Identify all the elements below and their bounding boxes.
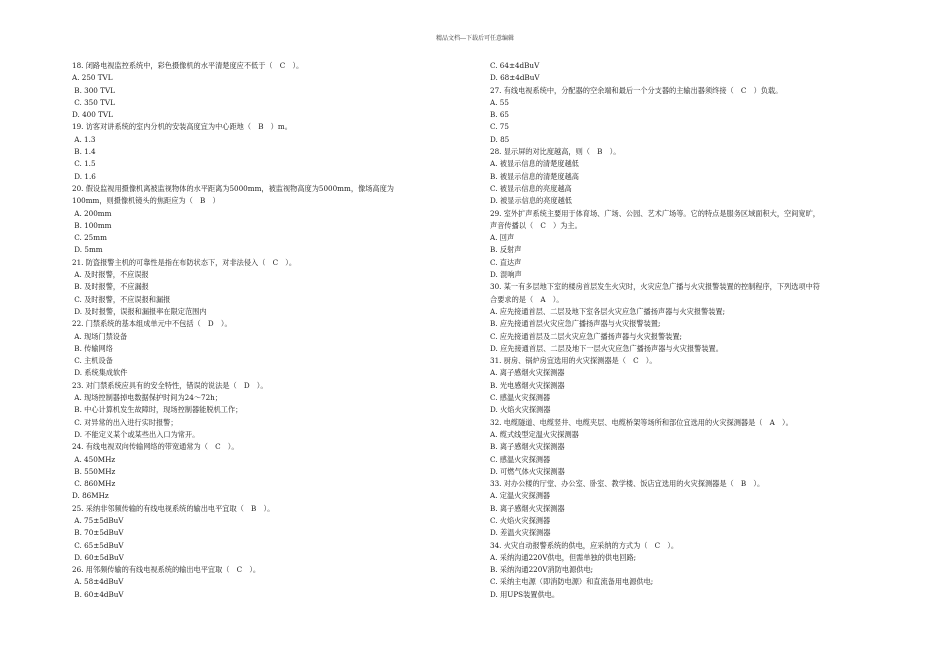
answer-option: A. 现场控制器掉电数据保护时间为24～72h； [72, 393, 222, 403]
answer-option: A. 55 [490, 97, 509, 107]
answer-option: D. 用UPS装置供电。 [490, 589, 560, 599]
answer-option: A. 200mm [72, 208, 112, 218]
answer-option: B. 60±4dBuV [72, 589, 124, 599]
answer-option: B. 反射声 [490, 245, 522, 255]
answer-option: B. 光电感烟火灾探测器 [490, 380, 565, 390]
answer-option: A. 被显示信息的清楚度越低 [490, 159, 579, 169]
question-text: 20. 假设监视用摄像机离被监视物体的水平距离为5000mm，被监视物高度为5000mm，像场高度为 [72, 183, 394, 193]
answer-option: D. 5mm [72, 245, 103, 255]
question-text: 27. 有线电视系统中，分配器的空余端和最后一个分支器的主输出器须终接（ C ）负载。 [490, 85, 783, 95]
right-column [490, 60, 880, 601]
question-text: 23. 对门禁系统应具有的安全特性，错误的说法是（ D ）。 [72, 380, 268, 390]
answer-option: A. 450MHz [72, 454, 116, 464]
answer-option: B. 被显示信息的清楚度越高 [490, 171, 579, 181]
answer-option: B. 70±5dBuV [72, 528, 124, 538]
page-header: 精品文档---下载后可任意编辑 [435, 35, 515, 42]
question-text: 26. 用邻频传输的有线电视系统的输出电平宜取（ C ）。 [72, 565, 261, 575]
question-text: 31. 厨房、锅炉房宜选用的火灾探测器是（ C ）。 [490, 356, 657, 366]
answer-option: A. 1.3 [72, 134, 96, 144]
left-column [72, 60, 452, 601]
answer-option: D. 可燃气体火灾探测器 [490, 466, 565, 476]
question-text: 34. 火灾自动报警系统的供电，应采纳的方式为（ C ）。 [490, 540, 679, 550]
answer-option: A. 回声 [490, 233, 515, 243]
answer-option: 合要求的是（ A ）。 [490, 294, 564, 304]
answer-option: 声音传播以（ C ）为主。 [490, 220, 582, 230]
answer-option: C. 被显示信息的亮度越高 [490, 183, 572, 193]
answer-option: A. 58±4dBuV [72, 577, 124, 587]
answer-option: B. 65 [490, 110, 509, 120]
answer-option: D. 60±5dBuV [72, 552, 124, 562]
answer-option: A. 250 TVL [72, 73, 113, 83]
answer-option: D. 不能定义某个或某些出入口为常开。 [72, 429, 200, 439]
answer-option: A. 现场门禁设备 [72, 331, 128, 341]
answer-option: C. 对异常的出入进行实时报警； [72, 417, 178, 427]
answer-option: D. 85 [490, 134, 510, 144]
answer-option: B. 离子感烟火灾探测器 [490, 442, 565, 452]
answer-option: B. 550MHz [72, 466, 116, 476]
answer-option: A. 采纳沟通220V供电，但需单独的供电回路; [490, 552, 637, 562]
answer-option: B. 采纳沟通220V消防电源供电; [490, 565, 594, 575]
answer-option: C. 直达声 [490, 257, 522, 267]
question-text: 24. 有线电视双向传输网络的带宽通常为（ C ）。 [72, 442, 239, 452]
answer-option: C. 1.5 [72, 159, 96, 169]
answer-option: B. 300 TVL [72, 85, 115, 95]
answer-option: A. 离子感烟火灾探测器 [490, 368, 565, 378]
answer-option: C. 采纳主电源（即消防电源）和直流备用电源供电; [490, 577, 654, 587]
answer-option: B. 应先接通首层火灾应急广播扬声器与火灾报警装置; [490, 319, 661, 329]
question-text: 19. 访客对讲系统的室内分机的安装高度宜为中心距地（ B ）m。 [72, 122, 292, 132]
answer-option: C. 主机设备 [72, 356, 113, 366]
answer-option: C. 应先接通首层及二层火灾应急广播扬声器与火灾报警装置; [490, 331, 682, 341]
answer-option: B. 中心计算机发生故障时，现场控制器能脱机工作； [72, 405, 243, 415]
answer-option: A. 应先接通首层、二层及地下室各层火灾应急广播扬声器与火灾报警装置; [490, 306, 725, 316]
question-text: 29. 室外扩声系统主要用于体育场、广场、公园、艺术广场等。它的特点是服务区域面积大，空间宽旷， [490, 208, 820, 218]
answer-option: C. 感温火灾探测器 [490, 454, 551, 464]
answer-option: C. 860MHz [72, 479, 116, 489]
answer-option: B. 100mm [72, 220, 112, 230]
answer-option: A. 缆式线型定温火灾探测器 [490, 429, 579, 439]
answer-option: D. 1.6 [72, 171, 96, 181]
answer-option: D. 系统集成软件 [72, 368, 128, 378]
answer-option: B. 及时报警，不应漏报 [72, 282, 149, 292]
answer-option: A. 定温火灾探测器 [490, 491, 551, 501]
answer-option: C. 及时报警，不应误报和漏报 [72, 294, 171, 304]
answer-option: C. 75 [490, 122, 509, 132]
answer-option: D. 400 TVL [72, 110, 113, 120]
answer-option: D. 68±4dBuV [490, 73, 540, 83]
answer-option: 100mm，则摄像机镜头的焦距应为（ B ） [72, 196, 220, 206]
answer-option: C. 25mm [72, 233, 107, 243]
answer-option: C. 65±5dBuV [72, 540, 124, 550]
answer-option: D. 被显示信息的亮度越低 [490, 196, 572, 206]
question-text: 25. 采纳非邻频传输的有线电视系统的输出电平宜取（ B ）。 [72, 503, 275, 513]
answer-option: C. 火焰火灾探测器 [490, 515, 551, 525]
question-text: 28. 显示屏的对比度越高，则（ B ）。 [490, 147, 621, 157]
answer-option: D. 差温火灾探测器 [490, 528, 551, 538]
answer-option: B. 传输网络 [72, 343, 113, 353]
answer-option: D. 混响声 [490, 270, 522, 280]
answer-option: D. 及时报警，误报和漏报率在限定范围内 [72, 306, 207, 316]
question-text: 18. 闭路电视监控系统中，彩色摄像机的水平清楚度应不低于（ C ）。 [72, 61, 304, 70]
answer-option: D. 86MHz [72, 491, 109, 501]
answer-option: B. 离子感烟火灾探测器 [490, 503, 565, 513]
answer-option: A. 及时报警，不应误报 [72, 270, 149, 280]
question-text: 30. 某一有多层地下室的楼房首层发生火灾时，火灾应急广播与火灾报警装置的控制程序，下列选项中符 [490, 282, 820, 292]
question-text: 21. 防盗报警主机的可靠性是指在布防状态下，对非法侵入（ C ）。 [72, 257, 297, 267]
answer-option: C. 350 TVL [72, 97, 115, 107]
answer-option: A. 75±5dBuV [72, 515, 124, 525]
question-text: 22. 门禁系统的基本组成单元中不包括（ D ）。 [72, 319, 232, 329]
answer-option: C. 感温火灾探测器 [490, 393, 551, 403]
answer-option: D. 应先接通首层、二层及地下一层火灾应急广播扬声器与火灾报警装置。 [490, 343, 723, 353]
answer-option: C. 64±4dBuV [490, 61, 540, 70]
question-text: 33. 对办公楼的厅堂、办公室、卧室、教学楼、饭店宜选用的火灾探测器是（ B ）。 [490, 479, 765, 489]
answer-option: B. 1.4 [72, 147, 96, 157]
answer-option: D. 火焰火灾探测器 [490, 405, 551, 415]
question-text: 32. 电缆隧道、电缆竖井、电缆夹层、电缆桥架等场所和部位宜选用的火灾探测器是（ A ）。 [490, 417, 793, 427]
